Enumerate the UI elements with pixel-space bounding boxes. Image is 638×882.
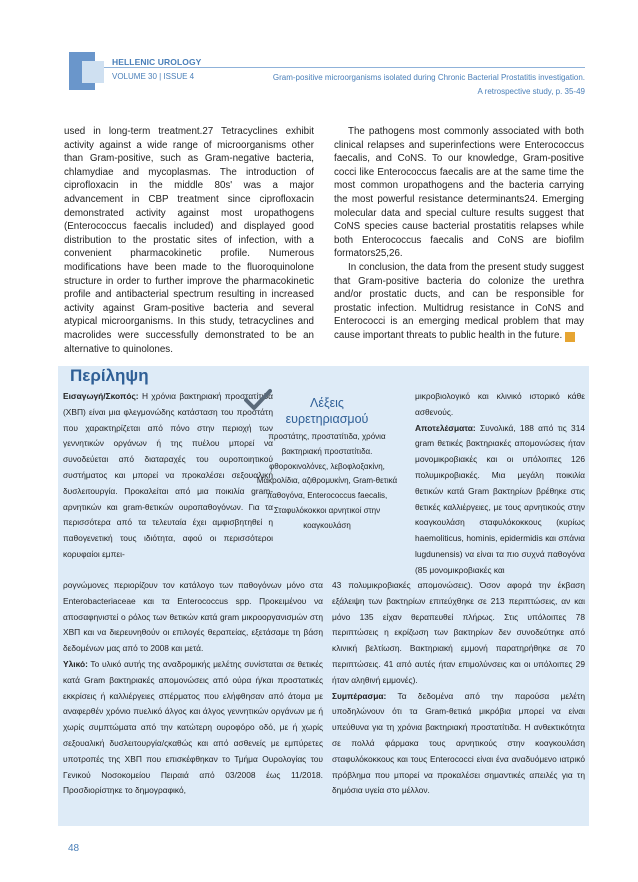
end-of-article-icon: U	[565, 332, 575, 342]
conclusion-label: Συμπέρασμα:	[332, 690, 387, 701]
summary-intro-left	[63, 389, 273, 563]
material-label: Υλικό:	[63, 658, 88, 669]
english-left-column	[64, 125, 314, 356]
summary-right-top	[415, 389, 585, 579]
english-paragraph: used in long-term treatment.27 Tetracyclines exhibit activity against a wide range of microorganisms other than Gram-positive, such as Gram-negative bacteria, chlamydiae and mycoplasmas. The introduction of ciprofloxacin in the middle 80s' was a major advancement in CBP treatment since ciprofloxacin demonstrated activity against most uropathogens (Enterococcus faecalis included) and displayed good distribution to the prostatic sites of infection, with a convenient pharmacokinetic profile. Numerous modifications have been made to the fluoroquinolone structure in order to further improve the pharmacokinetic profile and antibacterial spectrum resulting in increased activity against Gram-positive bacteria and several atypical microorganisms. In this study, tetracyclines and macrolides were successfully demonstrated to be an alternative to quinolones.	[64, 126, 314, 355]
intro-text: Η χρόνια βακτηριακή προστατίτιδα (ΧΒΠ) είναι μια φλεγμονώδης κατάσταση του προστάτη που χαρακτηρίζεται από πόνο στην περιοχή των γεννητικών οργάνων ή της πυέλου μπορεί να συνοδεύεται από διαταραχές του ουροποιητικού συστήματος και μπορεί να προκαλέσει σεξουαλική δυσλειτουργία. Προκαλείται από μια ποικιλία gram-αρνητικών και gram-θετικών ουροπαθογόνων. Για τα περισσότερα από τα τελευταία έχει αμφισβητηθεί η παθογενετική τους ιδιότητα, αφού οι περισσότεροι κορυφαίοι εμπει-	[63, 391, 274, 559]
results-label: Αποτελέσματα:	[415, 422, 476, 433]
summary-bottom-left	[63, 578, 323, 799]
summary-title: Περίληψη	[70, 366, 149, 385]
intro-text-continued: ρογνώμονες περιορίζουν τον κατάλογο των παθογόνων μόνο στα Enterobacteriaceae και τα Enterococcus spp. Προκειμένου να αποσαφηνιστεί ο ρόλος των θετικών κατά gram μικροοργανισμών στη ΧΒΠ και να διερευνηθούν οι επιλογές θεραπείας, εξετάσαμε τη βάση δεδομένων μας από το 2008 και μετά.	[63, 580, 323, 654]
keywords-title	[255, 395, 399, 427]
journal-volume: VOLUME 30 | ISSUE 4	[112, 72, 195, 81]
keywords-title-line-1: Λέξεις	[310, 396, 344, 410]
keywords-title-line-2: ευρετηριασμού	[285, 412, 369, 426]
conclusion-text: Τα δεδομένα από την παρούσα μελέτη υποδηλώνουν ότι τα Gram-θετικά μικρόβια μπορεί να είναι υπεύθυνα για τη χρόνια βακτηριακή προστατίτιδα. Η ανθεκτικότητα σε πολλά φάρμακα τους αρνητικούς στην κοαγκουλάση σταφυλόκοκκους και τους Enterococci είναι ένα αναδυόμενο ιατρικό πρόβλημα που μπορεί να προκαλέσει σημαντικές απειλές για τη δημόσια υγεία στο μέλλον.	[332, 690, 585, 796]
page-number: 48	[68, 843, 80, 854]
results-text: Συνολικά, 188 από τις 314 gram θετικές βακτηριακές απομονώσεις ήταν μονομικροβιακές και οι υπόλοιπες 126 πολυμικροβιακές. Μια μεγάλη ποικιλία θετικών κατά Gram βακτηρίων βρέθηκε στις θετικές καλλιέργειες, με τους αρνητικούς στην κοαγκουλάση σταφυλόκοκκους (κυρίως haemoliticus, hominis, epidermidis και σπάνια lugdunensis) να είναι τα πιο συχνά παθογόνα (85 μονομικροβιακές και	[415, 422, 586, 575]
header-rule	[104, 67, 585, 68]
english-right-column	[334, 125, 584, 343]
journal-name: HELLENIC UROLOGY	[112, 57, 202, 67]
english-paragraph: The pathogens most commonly associated with both clinical relapses and superinfections were Enterococcus faecalis, and CoNS. To our knowledge, Gram-positive cocci like Enterococcus faecalis are at the same time the most common uropathogens and the bacteria carrying the most powerful resistance determinants24. Emerging molecular data and special culture results suggest that CoNS species cause bacterial prostatitis relapses while both Enterococcus faecalis and CoNS are biofilm formators25,26.	[334, 126, 584, 260]
english-conclusion-text: In conclusion, the data from the present study suggest that Gram-positive bacteria do colonize the urethra and/or prostatic ducts, and can be responsible for prostatic infection. Multidrug resistance in CoNS and Enterococci is an emerging medical problem that may cause important threats to public health in the future.	[334, 261, 584, 341]
summary-bottom-right	[332, 578, 585, 799]
results-text-continued: 43 πολυμικροβιακές απομονώσεις). Όσον αφορά την έκβαση εξάλειψη των βακτηρίων επιτεύχθηκε σε 213 περιπτώσεις, αν και μόνο 135 είχαν θεραπευθεί πλήρως. Στις υπόλοιπες 78 περιπτώσεις η εκρίζωση των βακτηρίων δεν συνοδεύτηκε από κλινική βελτίωση. Βακτηριακή εμμονή παρατηρήθηκε σε 70 περιπτώσεις. 41 από αυτές ήταν επιμολύνσεις και οι υπόλοιπες 29 ήταν αληθινή εμμονές).	[332, 580, 585, 685]
material-text: Το υλικό αυτής της αναδρομικής μελέτης συνίσταται σε θετικές κατά Gram βακτηριακές απομονώσεις από ούρα ή/και προστατικές εκκρίσεις ή καλλιέργειες σπέρματος που ελήφθησαν από άτομα με αναφερθέν χρόνιο πυελικό άλγος και άλγος γεννητικών οργάνων με ή χωρίς συμπτώματα από την κατώτερη ουροφόρο οδό, με ή χωρίς σεξουαλική δυσλειτουργία/ςκαθώς και από ασθενείς με εμπύρετες υποτροπές της ΧΒΠ που επισκέφθηκαν το Τμήμα Ουρολογίας του Γενικού Νοσοκομείου Πειραιά από 03/2008 έως 11/2018. Προσδιορίστηκε το δημογραφικό,	[63, 658, 323, 796]
history-text: μικροβιολογικό και κλινικό ιστορικό κάθε ασθενούς.	[415, 391, 585, 417]
article-running-title	[225, 71, 585, 99]
keywords-list: προστάτης, προστατίτιδα, χρόνια βακτηριακή προστατίτιδα. φθοροκινολόνες, λεβοφλοξακίνη, Μακρολίδια, αζιθρομυκίνη, Gram-θετικά παθογόνα, Enterococcus faecalis, Σταφυλόκοκκοι αρνητικοί στην κοαγκουλάση	[256, 432, 398, 530]
keywords-box	[255, 395, 399, 534]
article-title-line-2: A retrospective study, p. 35-49	[477, 87, 585, 96]
intro-label: Εισαγωγή/Σκοπός:	[63, 391, 139, 401]
english-paragraph-conclusion	[334, 261, 584, 343]
article-title-line-1: Gram-positive microorganisms isolated during Chronic Bacterial Prostatitis investigation.	[272, 73, 585, 82]
header-decoration-light	[82, 61, 104, 83]
